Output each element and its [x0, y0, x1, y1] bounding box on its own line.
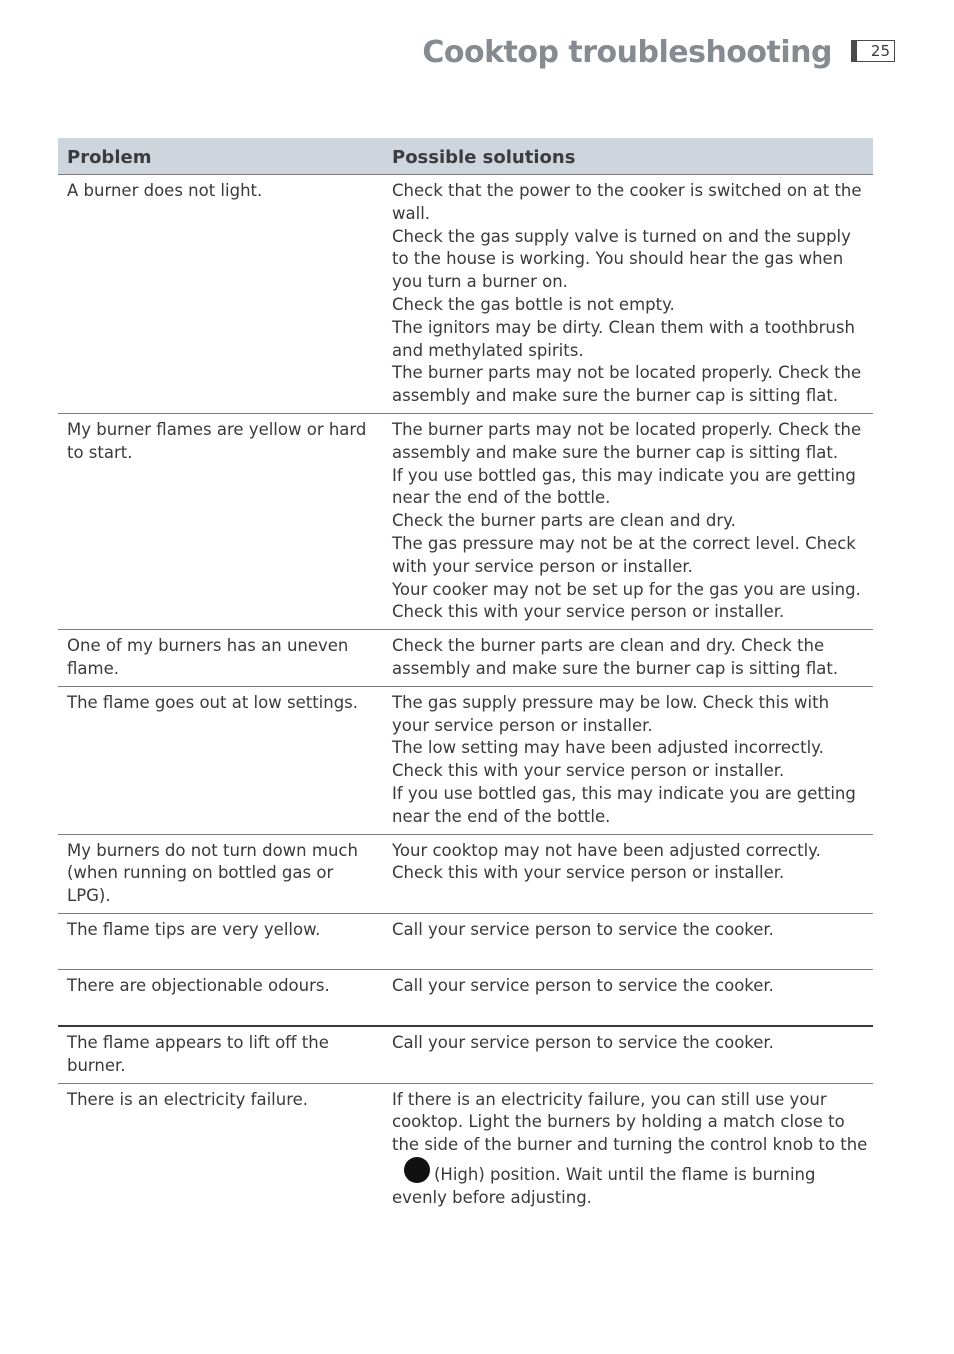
solution-text: Check the gas bottle is not empty. — [392, 294, 675, 314]
table-row — [58, 630, 873, 687]
solution-text: The gas supply pressure may be low. Check this with your service person or installer. — [392, 692, 830, 735]
solution-cell — [383, 969, 873, 1026]
solution-text: Call your service person to service the cooker. — [392, 1032, 774, 1052]
column-header-solutions: Possible solutions — [383, 138, 873, 175]
solution-text: The ignitors may be dirty. Clean them with a toothbrush and methylated spirits. — [392, 317, 855, 360]
solution-text: Check that the power to the cooker is switched on at the wall. — [392, 181, 862, 223]
solution-text: The low setting may have been adjusted incorrectly. Check this with your service person or installer. — [392, 738, 824, 781]
problem-cell: My burner flames are yellow or hard to start. — [58, 413, 383, 629]
table-row — [58, 834, 873, 913]
troubleshooting-table — [58, 138, 873, 1214]
problem-cell: A burner does not light. — [58, 175, 383, 414]
problem-cell: There are objectionable odours. — [58, 969, 383, 1026]
solution-cell — [383, 175, 873, 414]
table-row — [58, 969, 873, 1026]
problem-cell: The flame tips are very yellow. — [58, 913, 383, 969]
solution-text: The gas pressure may not be at the correct level. Check with your service person or installer. — [392, 533, 856, 576]
solution-text: (High) position. Wait until the flame is burning evenly before adjusting. — [392, 1164, 816, 1207]
solution-text: Call your service person to service the cooker. — [392, 975, 774, 995]
solution-text: Check the burner parts are clean and dry. Check the assembly and make sure the burner cap is sitting flat. — [392, 636, 839, 678]
column-header-problem: Problem — [58, 138, 383, 175]
solution-text: If there is an electricity failure, you can still use your cooktop. Light the burners by holding a match close to the side of the burner and turning the control knob to the — [392, 1089, 868, 1155]
solution-cell — [383, 630, 873, 687]
high-flame-symbol-icon — [404, 1157, 430, 1183]
problem-cell: My burners do not turn down much (when running on bottled gas or LPG). — [58, 834, 383, 913]
table-header-row — [58, 138, 873, 175]
page-header — [0, 34, 954, 74]
table-row — [58, 686, 873, 834]
problem-cell: There is an electricity failure. — [67, 1089, 309, 1109]
solution-cell — [383, 913, 873, 969]
solution-cell — [383, 834, 873, 913]
solution-text: The burner parts may not be located properly. Check the assembly and make sure the burner cap is sitting flat. — [392, 363, 862, 406]
table-row — [58, 175, 873, 414]
solution-text: Check the gas supply valve is turned on and the supply to the house is working. You should hear the gas when you turn a burner on. — [392, 226, 851, 292]
solution-text: If you use bottled gas, this may indicate you are getting near the end of the bottle. — [392, 783, 856, 826]
table-row — [58, 413, 873, 629]
solution-text: Your cooker may not be set up for the gas you are using. Check this with your service person or installer. — [392, 579, 861, 622]
page-title: Cooktop troubleshooting — [422, 35, 832, 70]
solution-cell — [383, 1083, 873, 1214]
table-row — [58, 1026, 873, 1083]
problem-cell: The flame appears to lift off the burner. — [58, 1026, 383, 1083]
solution-text: Your cooktop may not have been adjusted correctly. Check this with your service person or installer. — [392, 840, 821, 883]
problem-cell: One of my burners has an uneven flame. — [58, 630, 383, 687]
solution-cell — [383, 413, 873, 629]
solution-text: If you use bottled gas, this may indicate you are getting near the end of the bottle. — [392, 465, 856, 508]
solution-text: Check the burner parts are clean and dry. — [392, 511, 736, 531]
solution-cell — [383, 1026, 873, 1083]
page-number: 25 — [851, 40, 895, 62]
solution-cell — [383, 686, 873, 834]
problem-cell: The flame goes out at low settings. — [58, 686, 383, 834]
solution-text: Call your service person to service the cooker. — [392, 919, 774, 939]
table-row — [58, 1083, 873, 1214]
solution-text: The burner parts may not be located properly. Check the assembly and make sure the burner cap is sitting flat. — [392, 419, 862, 462]
table-row — [58, 913, 873, 969]
